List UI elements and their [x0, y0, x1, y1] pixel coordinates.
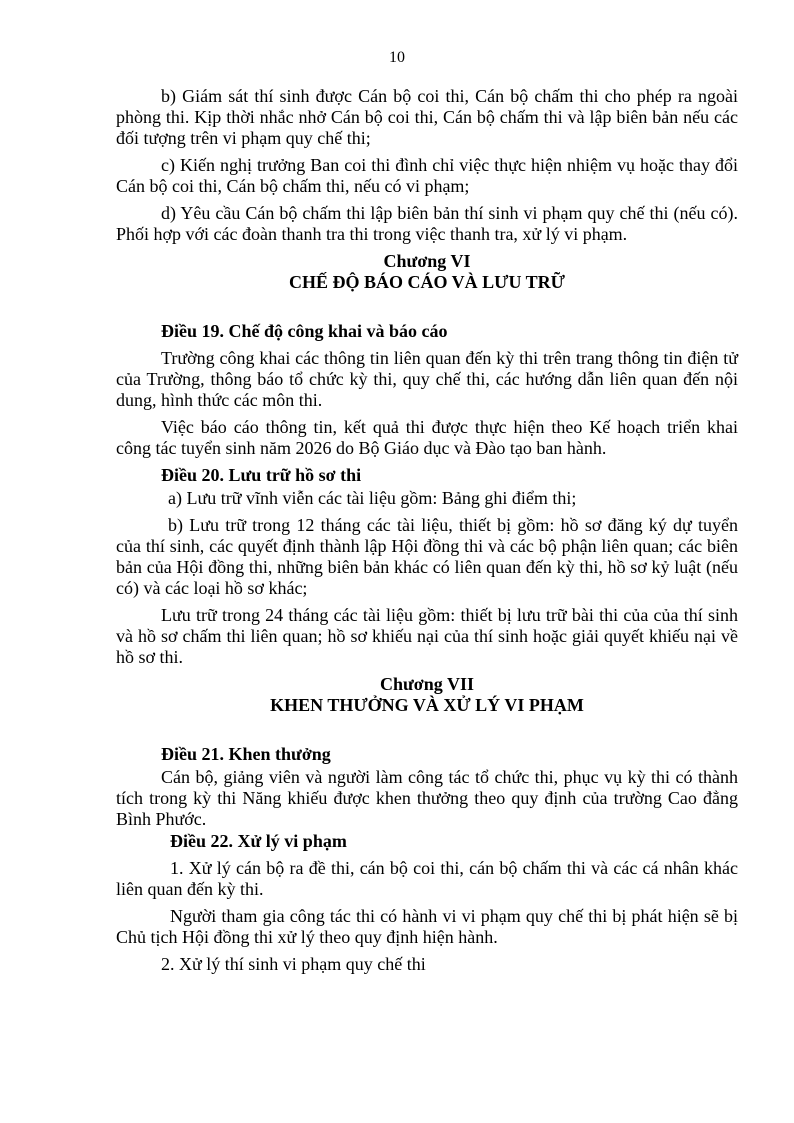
- article-22-heading: Điều 22. Xử lý vi phạm: [170, 831, 347, 851]
- chapter-6-title: CHẾ ĐỘ BÁO CÁO VÀ LƯU TRỮ: [288, 272, 566, 292]
- paragraph-19-2: Việc báo cáo thông tin, kết quả thi được thực hiện theo Kế hoạch triển khai công tác tuyển sinh năm 2026 do Bộ Giáo dục và Đào tạo ban hành.: [116, 417, 738, 458]
- article-20-heading: Điều 20. Lưu trữ hồ sơ thi: [161, 465, 362, 485]
- paragraph-20b: b) Lưu trữ trong 12 tháng các tài liệu, thiết bị gồm: hồ sơ đăng ký dự tuyển của thí sinh, các quyết định thành lập Hội đồng thi và các bộ phận liên quan; các biên bản của Hội đồng thi, những biên bản khác có liên quan đến kỳ thi, hồ sơ kỷ luật (nếu có) và các loại hồ sơ khác;: [116, 515, 738, 598]
- article-21-heading: Điều 21. Khen thưởng: [161, 744, 331, 764]
- paragraph-20a: a) Lưu trữ vĩnh viễn các tài liệu gồm: Bảng ghi điểm thi;: [168, 488, 577, 508]
- paragraph-18c: c) Kiến nghị trưởng Ban coi thi đình chỉ việc thực hiện nhiệm vụ hoặc thay đổi Cán bộ coi thi, Cán bộ chấm thi, nếu có vi phạm;: [116, 155, 738, 196]
- paragraph-19-1: Trường công khai các thông tin liên quan đến kỳ thi trên trang thông tin điện tử của Trường, thông báo tổ chức kỳ thi, quy chế thi, các hướng dẫn liên quan đến nội dung, hình thức các môn thi.: [116, 348, 738, 410]
- paragraph-20-2: Lưu trữ trong 24 tháng các tài liệu gồm: thiết bị lưu trữ bài thi của của thí sinh và hồ sơ chấm thi liên quan; hồ sơ khiếu nại của thí sinh hoặc giải quyết khiếu nại về hồ sơ thi.: [116, 605, 738, 667]
- page-number: 10: [389, 49, 405, 66]
- paragraph-21: Cán bộ, giảng viên và người làm công tác tổ chức thi, phục vụ kỳ thi có thành tích trong kỳ thi Năng khiếu được khen thưởng theo quy định của trường Cao đẳng Bình Phước.: [116, 767, 738, 829]
- paragraph-18d: d) Yêu cầu Cán bộ chấm thi lập biên bản thí sinh vi phạm quy chế thi (nếu có). Phối hợp với các đoàn thanh tra thi trong việc thanh tra, xử lý vi phạm.: [116, 203, 738, 244]
- document-body: [116, 86, 738, 981]
- chapter-7-label: Chương VII: [380, 674, 474, 694]
- article-19-heading: Điều 19. Chế độ công khai và báo cáo: [161, 321, 448, 341]
- paragraph-18b: b) Giám sát thí sinh được Cán bộ coi thi, Cán bộ chấm thi cho phép ra ngoài phòng thi. Kịp thời nhắc nhở Cán bộ coi thi, Cán bộ chấm thi và lập biên bản nếu các đối tượng trên vi phạm quy chế thi;: [116, 86, 738, 148]
- chapter-6-label: Chương VI: [383, 251, 471, 271]
- chapter-7-title: KHEN THƯỞNG VÀ XỬ LÝ VI PHẠM: [270, 695, 584, 715]
- paragraph-22-1b: Người tham gia công tác thi có hành vi vi phạm quy chế thi bị phát hiện sẽ bị Chủ tịch Hội đồng thi xử lý theo quy định hiện hành.: [116, 906, 738, 947]
- paragraph-22-1: 1. Xử lý cán bộ ra đề thi, cán bộ coi thi, cán bộ chấm thi và các cá nhân khác liên quan đến kỳ thi.: [116, 858, 738, 899]
- paragraph-22-2: 2. Xử lý thí sinh vi phạm quy chế thi: [161, 954, 426, 974]
